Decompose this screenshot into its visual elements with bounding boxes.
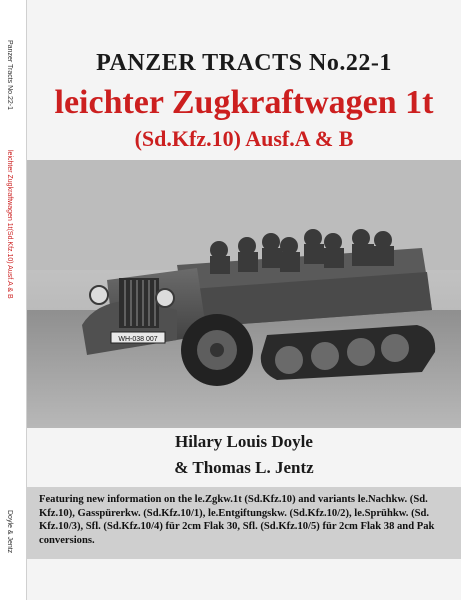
series-title: PANZER TRACTS No.22-1 <box>96 50 392 76</box>
main-title: leichter Zugkraftwagen 1t <box>54 84 434 121</box>
book-spine <box>0 0 27 600</box>
spine-series: Panzer Tracts No.22-1 <box>6 40 13 111</box>
blurb-box <box>27 487 461 559</box>
headlight-right <box>156 289 174 307</box>
spine-authors: Doyle & Jentz <box>6 510 13 554</box>
license-plate-text: WH-038 007 <box>118 336 158 343</box>
front-cover <box>27 0 461 600</box>
spine-title: leichter Zugkraftwagen 1t(Sd.Kfz.10) Ausf.A & B <box>6 150 13 299</box>
headlight-left <box>90 286 108 304</box>
sub-title: (Sd.Kfz.10) Ausf.A & B <box>134 126 354 151</box>
author-name-1: Hilary Louis Doyle <box>175 432 313 451</box>
blurb-text: Featuring new information on the le.Zgkw.1t (Sd.Kfz.10) and variants le.Nachkw. (Sd. Kfz.10), Gasspürerkw. (Sd.Kfz.10/1), le.Entgiftungskw. (Sd.Kfz.10/2), le.Sprühkw. (Sd. Kfz.10/3), Sfl. (Sd.Kfz.10/4) für 2cm Flak 30, Sfl. (Sd.Kfz.10/5) für 2cm Flak 38 and Pak conversions. <box>39 494 435 546</box>
author-name-2: & Thomas L. Jentz <box>174 458 314 477</box>
cover-photo-halftrack <box>27 160 461 428</box>
